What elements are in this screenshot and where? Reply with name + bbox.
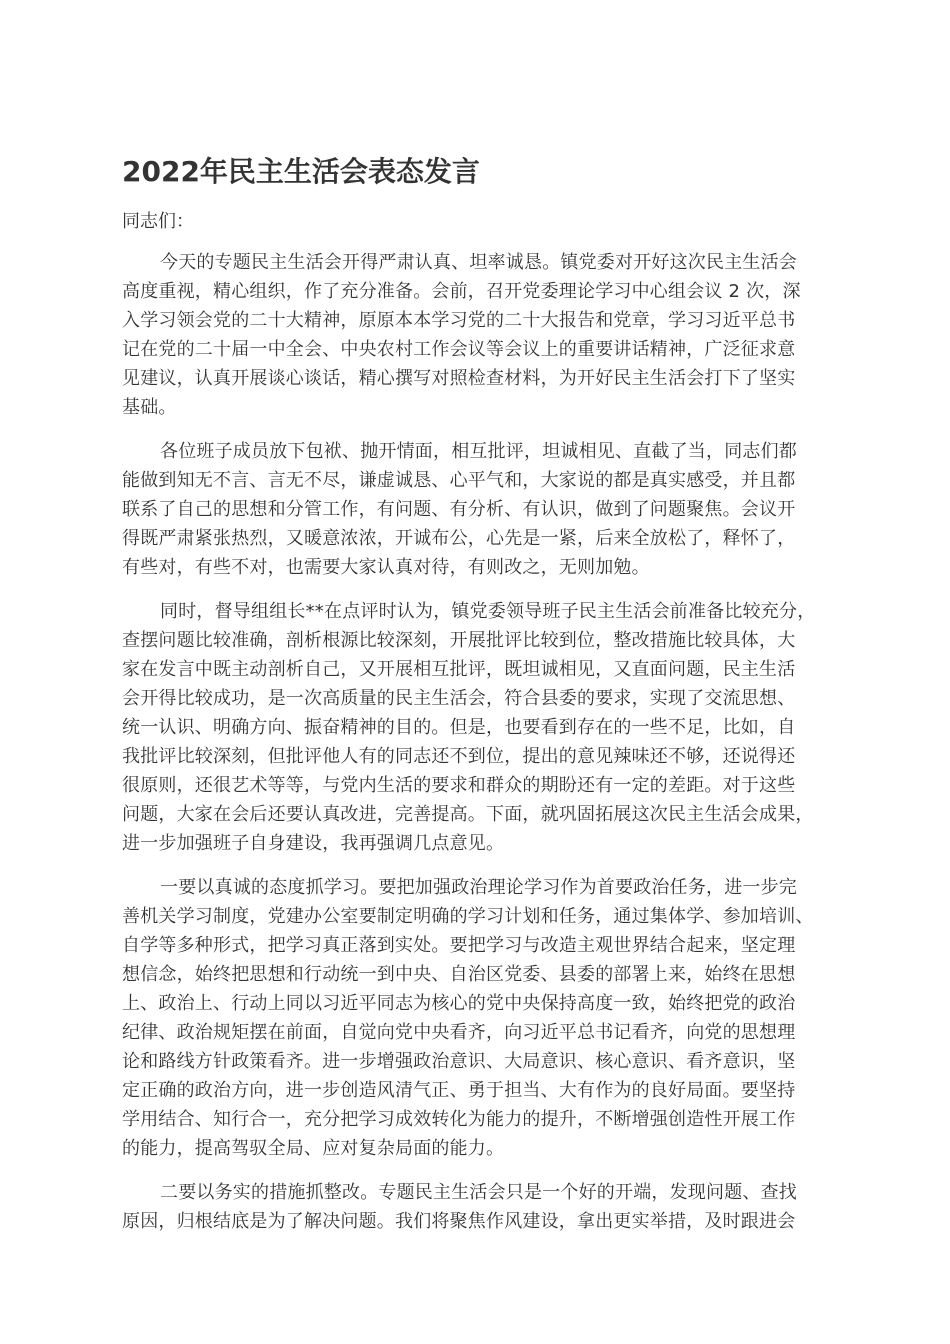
text-line: 各位班子成员放下包袱、抛开情面，相互批评，坦诚相见、直截了当，同志们都 (160, 441, 797, 462)
paragraph (122, 437, 842, 582)
paragraph (122, 1178, 842, 1236)
text-line: 学用结合、知行合一，充分把学习成效转化为能力的提升，不断增强创造性开展工作 (122, 1109, 796, 1130)
document-title: 2022年民主生活会表态发言 (122, 155, 480, 188)
text-line: 上、政治上、行动上同以习近平同志为核心的党中央保持高度一致，始终把党的政治 (122, 993, 796, 1014)
text-line: 会开得比较成功，是一次高质量的民主生活会，符合县委的要求，实现了交流思想、 (122, 688, 796, 709)
text-line: 同时，督导组组长**在点评时认为，镇党委领导班子民主生活会前准备比较充分， (160, 601, 816, 622)
text-line: 很原则，还很艺术等等，与党内生活的要求和群众的期盼还有一定的差距。对于这些 (122, 775, 796, 796)
text-line: 联系了自己的思想和分管工作，有问题、有分析、有认识，做到了问题聚焦。会议开 (122, 499, 796, 520)
text-line: 善机关学习制度，党建办公室要制定明确的学习计划和任务，通过集体学、参加培训、 (122, 906, 814, 927)
text-line: 查摆问题比较准确，剖析根源比较深刻，开展批评比较到位，整改措施比较具体，大 (122, 630, 796, 651)
text-line: 记在党的二十届一中全会、中央农村工作会议等会议上的重要讲话精神，广泛征求意 (122, 339, 796, 360)
text-line: 自学等多种形式，把学习真正落到实处。要把学习与改造主观世界结合起来，坚定理 (122, 935, 796, 956)
text-line: 基础。 (122, 397, 177, 418)
text-line: 有些对，有些不对，也需要大家认真对待，有则改之，无则加勉。 (122, 557, 650, 578)
text-line: 的能力，提高驾驭全局、应对复杂局面的能力。 (122, 1138, 505, 1159)
text-line: 一要以真诚的态度抓学习。要把加强政治理论学习作为首要政治任务，进一步完 (160, 877, 797, 898)
text-line: 定正确的政治方向，进一步创造风清气正、勇于担当、大有作为的良好局面。要坚持 (122, 1080, 796, 1101)
salutation: 同志们： (122, 211, 194, 232)
paragraph (122, 248, 842, 422)
text-line: 见建议，认真开展谈心谈话，精心撰写对照检查材料，为开好民主生活会打下了坚实 (122, 368, 796, 389)
text-line: 纪律、政治规矩摆在前面，自觉向党中央看齐，向习近平总书记看齐，向党的思想理 (122, 1022, 796, 1043)
text-line: 进一步加强班子自身建设，我再强调几点意见。 (122, 833, 505, 854)
text-line: 入学习领会党的二十大精神，原原本本学习党的二十大报告和党章，学习习近平总书 (122, 310, 796, 331)
text-line: 想信念，始终把思想和行动统一到中央、自治区党委、县委的部署上来，始终在思想 (122, 964, 796, 985)
text-line: 二要以务实的措施抓整改。专题民主生活会只是一个好的开端，发现问题、查找 (160, 1182, 797, 1203)
text-line: 我批评比较深刻，但批评他人有的同志还不到位，提出的意见辣味还不够，还说得还 (122, 746, 796, 767)
text-line: 今天的专题民主生活会开得严肃认真、坦率诚恳。镇党委对开好这次民主生活会 (160, 252, 797, 273)
text-line: 能做到知无不言、言无不尽，谦虚诚恳、心平气和，大家说的都是真实感受，并且都 (122, 470, 796, 491)
text-line: 原因，归根结底是为了解决问题。我们将聚焦作风建设，拿出更实举措，及时跟进会 (122, 1211, 796, 1232)
paragraph (122, 873, 842, 1163)
text-line: 家在发言中既主动剖析自己，又开展相互批评，既坦诚相见，又直面问题，民主生活 (122, 659, 796, 680)
text-line: 论和路线方针政策看齐。进一步增强政治意识、大局意识、核心意识、看齐意识，坚 (122, 1051, 796, 1072)
text-line: 高度重视，精心组织，作了充分准备。会前，召开党委理论学习中心组会议 2 次，深 (122, 281, 801, 302)
text-line: 得既严肃紧张热烈，又暖意浓浓，开诚布公，心先是一紧，后来全放松了，释怀了， (122, 528, 796, 549)
document-body (122, 248, 842, 1251)
text-line: 问题，大家在会后还要认真改进，完善提高。下面，就巩固拓展这次民主生活会成果， (122, 804, 814, 825)
text-line: 统一认识、明确方向、振奋精神的目的。但是，也要看到存在的一些不足，比如，自 (122, 717, 796, 738)
paragraph (122, 597, 842, 858)
